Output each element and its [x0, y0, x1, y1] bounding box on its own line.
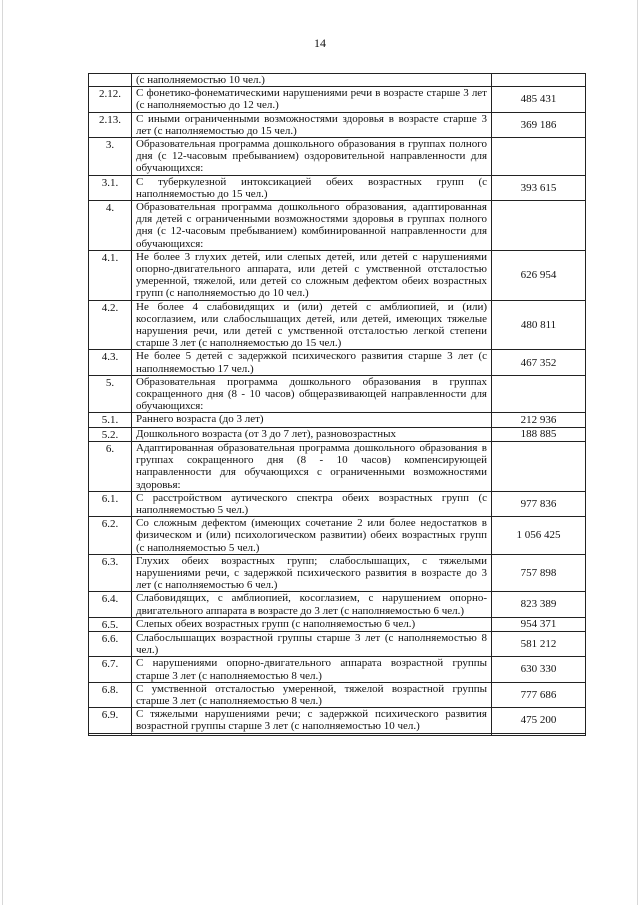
row-value: 757 898 — [492, 554, 586, 592]
row-value: 630 330 — [492, 657, 586, 682]
row-description: Не более 4 слабовидящих и (или) детей с амблиопией, и (или) косоглазием, или слабослышащих детей, или детей, имеющих тяжелые нарушения речи, или детей с умственной отсталостью легкой степени старше 3 лет (с наполняемостью до 15 чел.) — [132, 300, 492, 350]
row-number — [89, 74, 132, 87]
table-row — [89, 631, 586, 656]
table-row — [89, 112, 586, 137]
row-value: 581 212 — [492, 631, 586, 656]
table-row — [89, 138, 586, 176]
row-value: 1 056 425 — [492, 517, 586, 555]
row-value: 626 954 — [492, 250, 586, 300]
right-scan-edge — [637, 0, 638, 905]
row-description: Образовательная программа дошкольного образования, адаптированная для детей с ограниченными возможностями здоровья в группах полного дня (с 12-часовым пребыванием) комбинированной направленности для обучающихся: — [132, 201, 492, 251]
row-number: 6. — [89, 441, 132, 491]
table-row — [89, 175, 586, 200]
row-description: Слабовидящих, с амблиопией, косоглазием, с нарушением опорно-двигательного аппарата в возрасте до 3 лет (с наполняемостью 6 чел.) — [132, 592, 492, 617]
row-number — [89, 733, 132, 735]
row-number: 3.1. — [89, 175, 132, 200]
row-value — [492, 74, 586, 87]
row-value: 480 811 — [492, 300, 586, 350]
row-value — [492, 138, 586, 176]
row-value — [492, 201, 586, 251]
row-number: 6.6. — [89, 631, 132, 656]
table-row — [89, 413, 586, 427]
row-number: 6.4. — [89, 592, 132, 617]
table-row — [89, 617, 586, 631]
table-row — [89, 657, 586, 682]
table-row — [89, 87, 586, 112]
row-value: 188 885 — [492, 427, 586, 441]
row-description: С расстройством аутического спектра обеих возрастных групп (с наполняемостью 5 чел.) — [132, 491, 492, 516]
row-number: 5. — [89, 375, 132, 413]
row-number: 4. — [89, 201, 132, 251]
row-value: 212 936 — [492, 413, 586, 427]
row-description: С нарушениями опорно-двигательного аппарата возрастной группы старше 3 лет (с наполняемостью 8 чел.) — [132, 657, 492, 682]
row-number: 6.3. — [89, 554, 132, 592]
table-row — [89, 74, 586, 87]
table-row — [89, 201, 586, 251]
row-description: Глухих обеих возрастных групп; слабослышащих, с тяжелыми нарушениями речи, с задержкой психического развития в возрасте до 3 лет (с наполняемостью 6 чел.) — [132, 554, 492, 592]
rates-table — [88, 73, 586, 736]
row-number: 4.3. — [89, 350, 132, 375]
row-number: 2.12. — [89, 87, 132, 112]
table-row — [89, 682, 586, 707]
row-value: 954 371 — [492, 617, 586, 631]
table-row — [89, 554, 586, 592]
row-value: 393 615 — [492, 175, 586, 200]
row-value — [492, 375, 586, 413]
row-number: 4.2. — [89, 300, 132, 350]
row-number: 6.7. — [89, 657, 132, 682]
row-value: 475 200 — [492, 708, 586, 733]
table-row — [89, 733, 586, 735]
left-scan-edge — [2, 0, 3, 905]
row-value: 467 352 — [492, 350, 586, 375]
table-row — [89, 427, 586, 441]
row-number: 3. — [89, 138, 132, 176]
row-number: 6.9. — [89, 708, 132, 733]
table-row — [89, 300, 586, 350]
row-value: 977 836 — [492, 491, 586, 516]
row-description: С умственной отсталостью умеренной, тяжелой возрастной группы старше 3 лет (с наполняемостью 8 чел.) — [132, 682, 492, 707]
row-number: 6.1. — [89, 491, 132, 516]
row-number: 5.1. — [89, 413, 132, 427]
row-description: С туберкулезной интоксикацией обеих возрастных групп (с наполняемостью до 15 чел.) — [132, 175, 492, 200]
row-number: 6.8. — [89, 682, 132, 707]
row-description: Адаптированная образовательная программа дошкольного образования в группах сокращенного дня (8 - 10 часов) компенсирующей направленности для обучающихся с ограниченными возможностями здоровья: — [132, 441, 492, 491]
row-value: 369 186 — [492, 112, 586, 137]
table-row — [89, 592, 586, 617]
row-description: С фонетико-фонематическими нарушениями речи в возрасте старше 3 лет (с наполняемостью до 12 чел.) — [132, 87, 492, 112]
row-description: Не более 3 глухих детей, или слепых детей, или детей с нарушениями опорно-двигательного аппарата, или детей с умственной отсталостью умеренной, тяжелой, или детей со сложным дефектом обеих возрастных групп (с наполняемостью до 10 чел.) — [132, 250, 492, 300]
row-value — [492, 441, 586, 491]
table-row — [89, 250, 586, 300]
rates-table-container — [88, 73, 585, 736]
row-value — [492, 733, 586, 735]
table-row — [89, 708, 586, 733]
row-description: (с наполняемостью 10 чел.) — [132, 74, 492, 87]
row-description: Образовательная программа дошкольного образования в группах сокращенного дня (8 - 10 часов) общеразвивающей направленности для обучающихся: — [132, 375, 492, 413]
row-number: 4.1. — [89, 250, 132, 300]
table-row — [89, 441, 586, 491]
row-number: 2.13. — [89, 112, 132, 137]
row-description: Слабослышащих возрастной группы старше 3 лет (с наполняемостью 8 чел.) — [132, 631, 492, 656]
page-number: 14 — [314, 36, 326, 50]
row-number: 6.5. — [89, 617, 132, 631]
row-number: 6.2. — [89, 517, 132, 555]
table-row — [89, 375, 586, 413]
table-row — [89, 350, 586, 375]
row-description: Со сложным дефектом (имеющих сочетание 2 или более недостатков в физическом и (или) психологическом развитии) обеих возрастных групп (с наполняемостью 5 чел.) — [132, 517, 492, 555]
row-description: Не более 5 детей с задержкой психического развития старше 3 лет (с наполняемостью 17 чел.) — [132, 350, 492, 375]
table-row — [89, 491, 586, 516]
row-description: Раннего возраста (до 3 лет) — [132, 413, 492, 427]
row-description: Образовательная программа дошкольного образования в группах полного дня (с 12-часовым пребыванием) оздоровительной направленности для обучающихся: — [132, 138, 492, 176]
table-row — [89, 517, 586, 555]
row-description: С тяжелыми нарушениями речи; с задержкой психического развития возрастной группы старше 3 лет (с наполняемостью 10 чел.) — [132, 708, 492, 733]
row-value: 823 389 — [492, 592, 586, 617]
row-description — [132, 733, 492, 735]
row-description: Дошкольного возраста (от 3 до 7 лет), разновозрастных — [132, 427, 492, 441]
row-description: С иными ограниченными возможностями здоровья в возрасте старше 3 лет (с наполняемостью до 15 чел.) — [132, 112, 492, 137]
row-value: 485 431 — [492, 87, 586, 112]
row-value: 777 686 — [492, 682, 586, 707]
row-number: 5.2. — [89, 427, 132, 441]
row-description: Слепых обеих возрастных групп (с наполняемостью 6 чел.) — [132, 617, 492, 631]
